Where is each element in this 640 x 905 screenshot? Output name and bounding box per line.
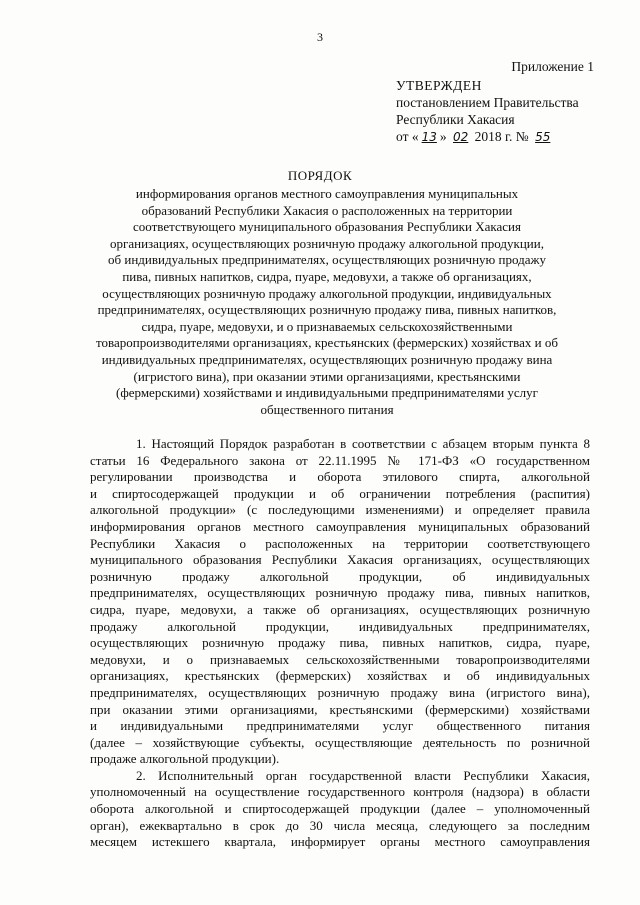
paragraph-2 (90, 768, 590, 851)
subtitle-line: предпринимателях, осуществляющих розничную продажу пива, пивных напитков, (97, 302, 557, 318)
paragraph-line: муниципального образования Республики Хакасия организациях, осуществляющих (90, 552, 590, 568)
paragraph-line: предпринимателях, осуществляющих розничную продажу пива, пивных напитков, (90, 585, 590, 601)
subtitle-line: сидра, пуаре, медовухи, и о признаваемых сельскохозяйственными (141, 318, 513, 334)
appendix-label: Приложение 1 (511, 59, 594, 74)
approval-line-1: постановлением Правительства (396, 95, 579, 110)
subtitle-line: информирования органов местного самоуправления муниципальных (135, 186, 519, 201)
paragraph-line: при оказании этими организациями, крестьянскими (фермерскими) хозяйствами (90, 701, 590, 717)
subtitle-line: общественного питания (260, 401, 394, 417)
paragraph-line: и спиртосодержащей продукции и об ограничении потребления (распития) (90, 485, 590, 501)
paragraph-line: Республики Хакасия о расположенных на территории соответствующего (90, 535, 590, 551)
paragraph-line: уполномоченный на осуществление государственного контроля (надзора) в области (90, 784, 590, 800)
paragraph-line: продажу алкогольной продукции, индивидуальных предпринимателях, (90, 618, 590, 634)
paragraph-line: алкогольной продукции» (с последующими изменениями) и определяет правила (90, 502, 590, 518)
subtitle-line: товаропроизводителями организациях, крестьянских (фермерских) хозяйствах и об (95, 335, 558, 351)
subtitle-line: пива, пивных напитков, сидра, пуаре, медовухи, а также об организациях, (122, 268, 532, 284)
paragraph-line: продаже алкогольной продукции). (90, 751, 280, 767)
subtitle-line: об индивидуальных предпринимателях, осуществляющих розничную продажу (108, 252, 546, 268)
approved-label: УТВЕРЖДЕН (396, 78, 482, 93)
year-text: 2018 г. № (474, 129, 529, 144)
paragraph-line: организациях, крестьянских (фермерских) хозяйствах и об индивидуальных (90, 668, 590, 684)
handwritten-day: 13 (421, 130, 437, 144)
subtitle-line: организациях, осуществляющих розничную продажу алкогольной продукции, (110, 235, 544, 251)
handwritten-number: 55 (535, 130, 551, 144)
paragraph-line: статьи 16 Федерального закона от 22.11.1995 № 171-ФЗ «О государственном (90, 452, 590, 468)
handwritten-month: 02 (453, 130, 469, 144)
body-text (90, 436, 590, 851)
paragraph-line: предпринимателях, осуществляющих розничную продажу вина (игристого вина), (90, 684, 590, 700)
approval-block (396, 58, 616, 146)
paragraph-line: 2. Исполнительный орган государственной власти Республики Хакасия, (136, 767, 590, 783)
page-number: 3 (317, 30, 323, 44)
paragraph-line: 1. Настоящий Порядок разработан в соответствии с абзацем вторым пункта 8 (136, 436, 590, 451)
paragraph-line: и индивидуальными предпринимателями услуг общественного питания (90, 718, 590, 734)
paragraph-line: оборота алкогольной и спиртосодержащей продукции (далее – уполномоченный (90, 801, 590, 817)
subtitle-line: осуществляющих розничную продажу алкогольной продукции, индивидуальных (102, 285, 552, 301)
document-title: ПОРЯДОК (287, 168, 353, 183)
approval-date-line (396, 128, 616, 146)
subtitle-line: соответствующего муниципального образования Республики Хакасия (133, 219, 521, 235)
subtitle-line: (игристого вина), при оказании этими организациями, крестьянскими (133, 368, 521, 384)
subtitle-line: (фермерскими) хозяйствами и индивидуальными предпринимателями услуг (116, 385, 538, 401)
document-subtitle (62, 186, 592, 418)
paragraph-line: осуществляющих розничную продажу пива, пивных напитков, сидра, пуаре, (90, 635, 590, 651)
approval-line-2: Республики Хакасия (396, 112, 515, 127)
date-prefix: от « (396, 129, 419, 144)
paragraph-1 (90, 436, 590, 768)
paragraph-line: розничную продажу алкогольной продукции, об индивидуальных (90, 568, 590, 584)
paragraph-line: орган), ежеквартально в срок до 30 числа месяца, следующего за последним (90, 817, 590, 833)
paragraph-line: информирования органов местного самоуправления муниципальных образований (90, 518, 590, 534)
subtitle-line: образований Республики Хакасия о расположенных на территории (141, 202, 513, 218)
date-mid: » (439, 129, 447, 144)
paragraph-line: медовухи, и о признаваемых сельскохозяйственными товаропроизводителями (90, 651, 590, 667)
paragraph-line: регулировании производства и оборота этилового спирта, алкогольной (90, 469, 590, 485)
subtitle-line: индивидуальных предпринимателях, осуществляющих розничную продажу вина (101, 351, 553, 367)
paragraph-line: месяцем истекшего квартала, информирует органы местного самоуправления (90, 834, 590, 850)
paragraph-line: сидра, пуаре, медовухи, а также об организациях, осуществляющих розничную (90, 601, 590, 617)
paragraph-line: (далее – хозяйствующие субъекты, осуществляющие деятельность по розничной (90, 734, 590, 750)
